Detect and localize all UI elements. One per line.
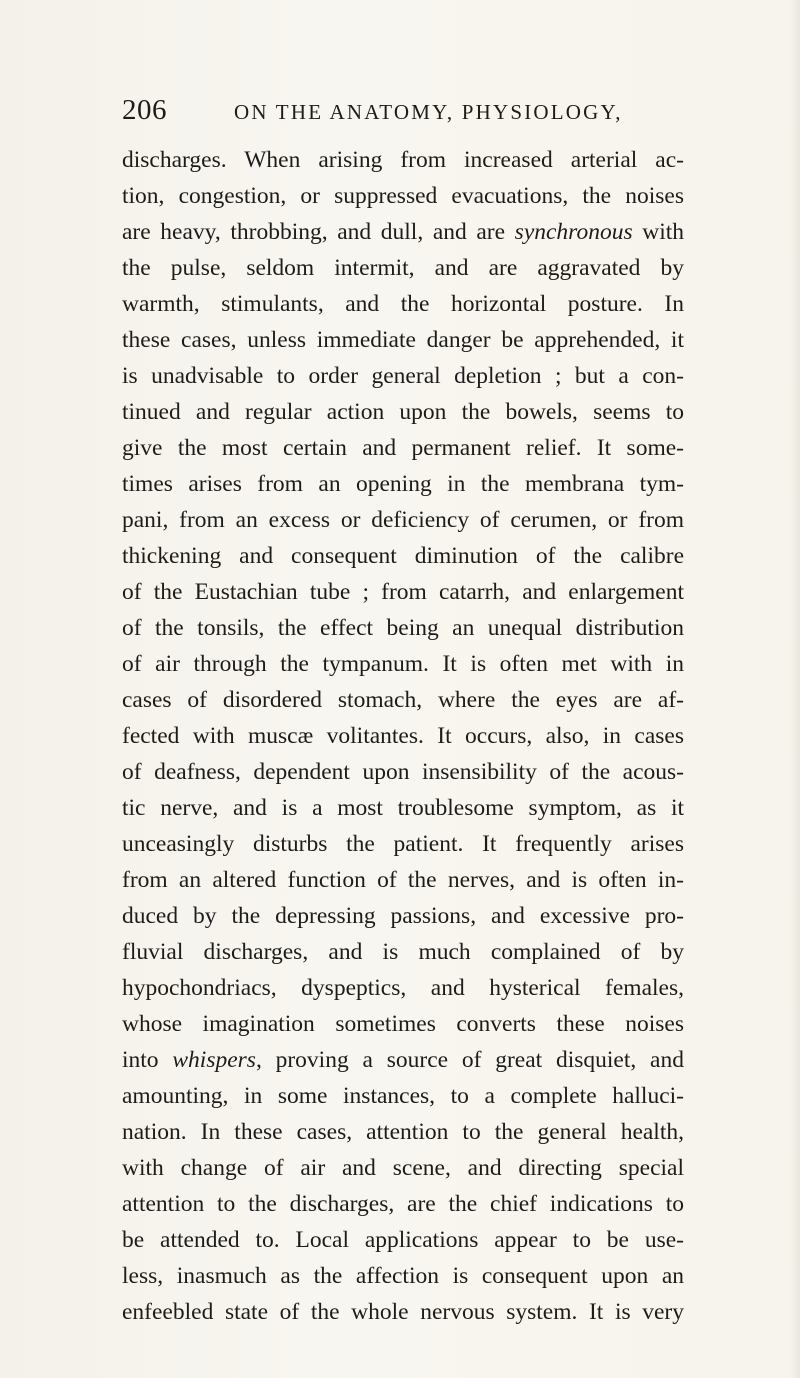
text-line: of the tonsils, the effect being an unequal distribution [122,615,684,641]
text-line [122,1042,684,1078]
running-head: ON THE ANATOMY, PHYSIOLOGY, [234,100,623,124]
italic-term-synchronous: synchronous [514,219,633,245]
text-run: , proving a source of great disquiet, and [255,1047,684,1073]
text-line: be attended to. Local applications appear to be use- [122,1227,684,1253]
italic-term-whispers: whispers [172,1047,256,1073]
text-line: less, inasmuch as the affection is consequent upon an [122,1263,684,1289]
text-line: is unadvisable to order general depletion ; but a con- [122,363,684,389]
body-text [122,142,684,1330]
text-line: of the Eustachian tube ; from catarrh, and enlargement [122,579,684,605]
text-line: amounting, in some instances, to a complete halluci- [122,1083,684,1109]
text-line: tic nerve, and is a most troublesome symptom, as it [122,795,684,821]
text-line: from an altered function of the nerves, and is often in- [122,867,684,893]
text-line: enfeebled state of the whole nervous system. It is very [122,1299,684,1325]
text-line: hypochondriacs, dyspeptics, and hysterical females, [122,975,684,1001]
text-run: into [122,1047,173,1073]
text-line: fected with muscæ volitantes. It occurs, also, in cases [122,723,684,749]
text-line: discharges. When arising from increased arterial ac- [122,147,684,173]
text-line: times arises from an opening in the membrana tym- [122,471,684,497]
text-line: with change of air and scene, and directing special [122,1155,684,1181]
text-line: tion, congestion, or suppressed evacuations, the noises [122,183,684,209]
page-header [122,90,682,130]
text-line: warmth, stimulants, and the horizontal posture. In [122,291,684,317]
text-line: nation. In these cases, attention to the general health, [122,1119,684,1145]
text-run: are heavy, throbbing, and dull, and are [122,219,515,245]
text-line: unceasingly disturbs the patient. It frequently arises [122,831,684,857]
text-run: with [632,219,684,245]
text-line: these cases, unless immediate danger be apprehended, it [122,327,684,353]
text-line: of air through the tympanum. It is often met with in [122,651,684,677]
text-line: whose imagination sometimes converts these noises [122,1011,684,1037]
text-line: pani, from an excess or deficiency of cerumen, or from [122,507,684,533]
page-number: 206 [122,94,167,126]
text-line: thickening and consequent diminution of the calibre [122,543,684,569]
text-line: of deafness, dependent upon insensibility of the acous- [122,759,684,785]
text-line: attention to the discharges, are the chief indications to [122,1191,684,1217]
text-line [122,214,684,250]
text-line: tinued and regular action upon the bowels, seems to [122,399,684,425]
text-line: the pulse, seldom intermit, and are aggravated by [122,255,684,281]
text-line: fluvial discharges, and is much complained of by [122,939,684,965]
text-line: duced by the depressing passions, and excessive pro- [122,903,684,929]
page-edge-shadow [790,0,800,1378]
text-line: cases of disordered stomach, where the eyes are af- [122,687,684,713]
text-line: give the most certain and permanent relief. It some- [122,435,684,461]
